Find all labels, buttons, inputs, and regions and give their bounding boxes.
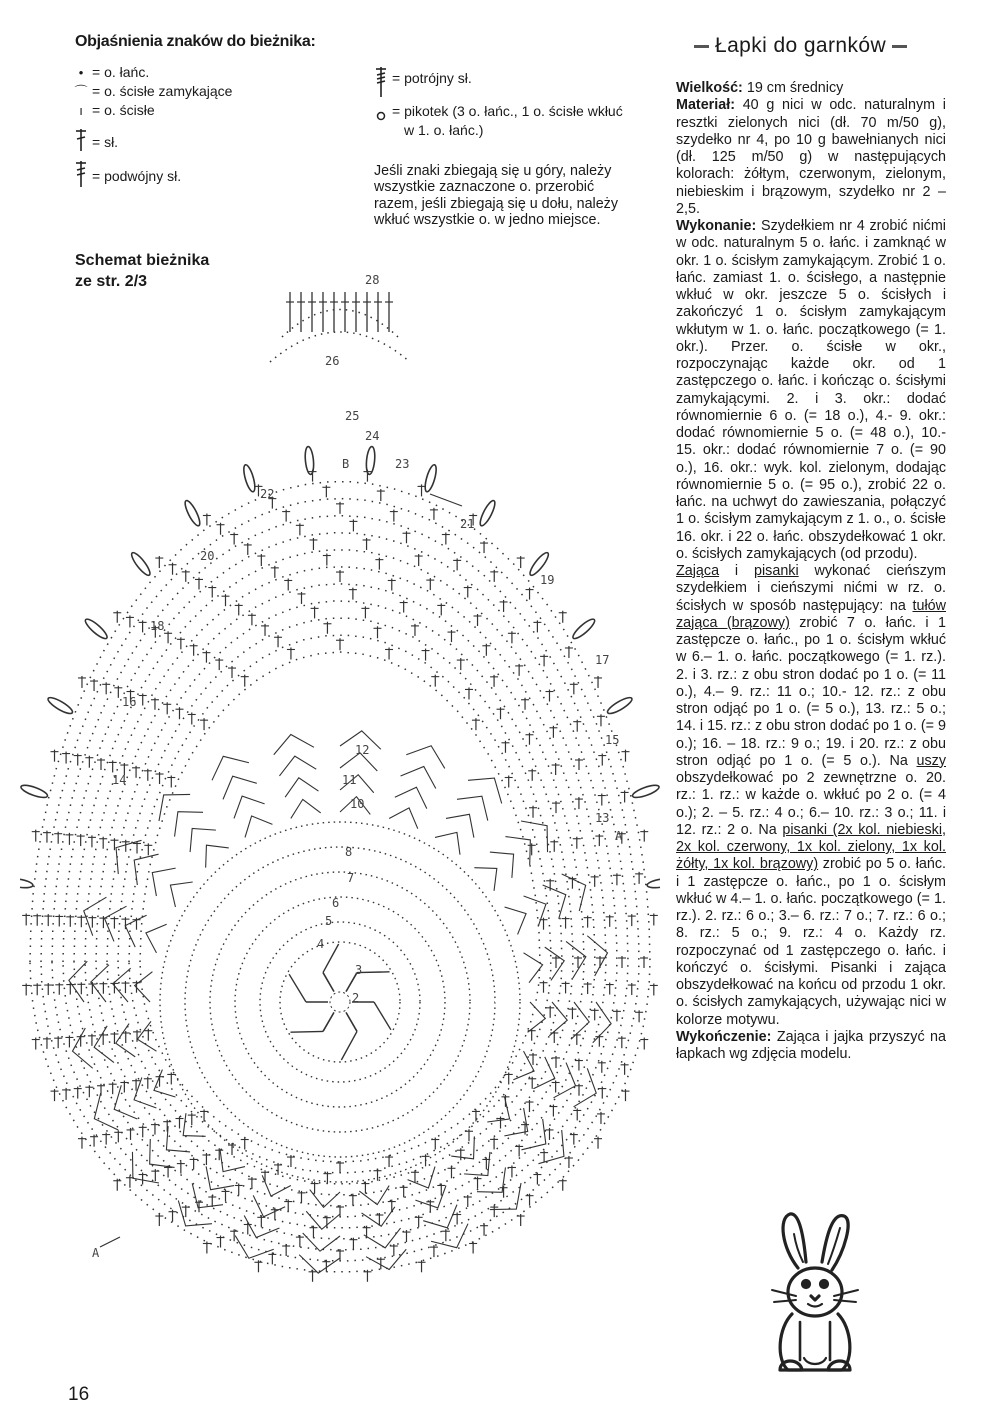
round-label: 22	[260, 487, 275, 501]
round-label: 25	[345, 409, 360, 423]
article-text	[676, 80, 946, 1063]
round-label: 8	[345, 845, 353, 859]
round-label: 24	[365, 429, 380, 443]
legend-list-right	[372, 66, 623, 140]
round-label: 10	[350, 797, 365, 811]
marker-b-label: B	[342, 457, 350, 471]
round-label: 3	[355, 963, 363, 977]
round-label: 13	[595, 811, 610, 825]
legend-title: Objaśnienia znaków do bieżnika:	[75, 33, 316, 50]
round-label: 15	[605, 733, 620, 747]
execution-paragraph: Wykonanie: Szydełkiem nr 4 zrobić nićmi w odc. naturalnym 5 o. łańc. i zamknąć w okr. 1 o. ścisłym zamykającym. Zrobić 1 o. łańc. zamiast 1. o. ścisłego, a następnie wkłuć w okr. jeszcze 5 o. ścisłych i zakończyć 1 o. ścisłym zamykającym wkłutym w 1. o. łańc. początkowego (= 1. okr.). Przer. o. ścisłe w okr., rozpoczynając każde okr. od 1 zastępczego o. łańc. i kończąc o. ścisłymi zamykającymi. 2. i 3. okr.: dodać równomiernie 6 o. (= 18 o.), 4.- 9. okr.: dodać równomiernie 5 o. (= 48 o.), 10.- 15. okr.: dodać równomiernie 7 o. (= 90 o.), 16. okr.: wyk. kol. zielonym, dodając równomiernie 5 o. (= 95 o.), zrobić 22 o. łańc. na uchwyt do zawieszania, połączyć 1 o. ścisłym zamykającym z 1. o., o. ścisłe 16. okr. i 22 o. łańc. obszydełkować 1 okr. o. ścisłych zamykających (od przodu).	[676, 218, 946, 562]
round-label: 2	[352, 991, 360, 1005]
crochet-diagram	[20, 262, 660, 1372]
cross-one-icon	[72, 128, 90, 156]
round-label: 19	[540, 573, 555, 587]
dot-icon: •	[78, 65, 84, 80]
cross-three-icon	[372, 66, 390, 102]
round-label: 5	[325, 914, 333, 928]
legend-item-tr: = podwójny sł.	[72, 159, 232, 193]
arrow-icon	[100, 1237, 120, 1247]
title-dash-right	[892, 45, 907, 48]
round-label: 20	[200, 549, 215, 563]
round-label: 11	[342, 773, 357, 787]
arc-icon: ⌒	[74, 84, 88, 99]
material-paragraph: Materiał: 40 g nici w odc. naturalnym i resztki zielonych nici (dł. 70 m/50 g), szydełko nr 4, po 10 g bawełnianych nici (dł. 125 m/50 g) w następujących kolorach: żółtym, czerwonym, zielonym, niebieskim i brązowym, szydełko nr 2 – 2,5.	[676, 97, 946, 217]
legend-item-single: ı = o. ścisłe	[72, 101, 232, 125]
round-label: 23	[395, 457, 410, 471]
title-dash-left	[694, 45, 709, 48]
round-label: 28	[365, 273, 380, 287]
legend-item-dtr: = potrójny sł.	[372, 66, 623, 100]
round-label: 14	[112, 773, 127, 787]
round-label: 18	[150, 619, 165, 633]
scheme-title: Schemat bieżnika ze str. 2/3	[75, 252, 210, 290]
legend-item-slip: ⌒ = o. ścisłe zamykające	[72, 82, 232, 101]
round-label: 21	[460, 517, 475, 531]
marker-a-label: A	[92, 1246, 100, 1260]
marker-a-label: A	[615, 829, 623, 843]
round-label: 17	[595, 653, 610, 667]
section-title: Łapki do garnków	[688, 34, 913, 58]
cross-two-icon	[72, 160, 90, 192]
size-paragraph: Wielkość: 19 cm średnicy	[676, 80, 844, 96]
legend-list-left	[72, 63, 232, 193]
round-label: 12	[355, 743, 370, 757]
bunny-illustration	[760, 1210, 870, 1380]
hare-paragraph: Zająca i pisanki wykonać cieńszym szydełkiem i cieńszymi nićmi w rz. o. ścisłych w sposób następujący: na tułów zająca (brązowy) zrobić 7 o. łańc. i 1 zastępcze o. łańc., po 1 o. ścisłym wkłuć w 6.– 1. o. łańc. początkowego (= 1. rz.). 2. i 3. rz.: z obu stron dodać po 1 o. (= 11 o.), 4.– 9. rz.: 11 o.; 10.- 12. rz.: z obu stron odjąć po 1 o. (= 5 o.), 13. rz.: 5 o.; 14. i 15. rz.: z obu stron dodać po 1 o. (= 9 o.); 16. – 18. rz.: 9 o.; 19. i 20. rz.: z obu stron odjąć po 1 o. (= 5 o.). Na uszy obszydełkować po 2 zewnętrzne o. 20. rz.: 1. rz.: w każde o. wkłuć po 2 o. (= 4 o.); 2. – 5. rz.: 4 o.; 6.– 10. rz.: 3 o.; 11. i 12. rz.: 2 o. Na pisanki (2x kol. niebieski, 2x kol. czerwony, 1x kol. zielony, 1x kol. żółty, 1x kol. brązowy) zrobić po 5 o. łańc. i 1 zastępcze o. łańc., po 1 o. ścisłym wkłuć w 4.– 1. o. łańc. początkowego (= 1. rz.). 2. rz.: 6 o.; 3.– 6. rz.: 7 o.; 7. rz.: 6 o.; 8. rz.: 5 o.; 9. rz.: 4 o. Każdy rz. rozpoczynać od 1 zastępczego o. łańc. i kończyć o. ścisłymi. Pisanki i zająca obszydełkować na końcu od przodu 1 okr. o. ścisłych zamykających, używając nici w kolorze motywu.	[676, 563, 947, 1028]
finish-paragraph: Wykończenie: Zająca i jajka przyszyć na łapkach wg zdjęcia modelu.	[676, 1028, 946, 1062]
legend-note: Jeśli znaki zbiegają się u góry, należy wszystkie zaznaczone o. przerobić razem, jeśli zbiegają się u dołu, należy wkłuć wszystkie o. w jedno miejsce.	[374, 163, 618, 228]
round-label: 26	[325, 354, 340, 368]
legend-item-dc: = sł.	[72, 125, 232, 159]
round-label: 7	[347, 871, 355, 885]
round-label: 6	[332, 896, 340, 910]
arrow-icon	[430, 494, 462, 506]
legend-item-chain: • = o. łańc.	[72, 63, 232, 82]
legend-item-picot: = pikotek (3 o. łańc., 1 o. ścisłe wkłuć w 1. o. łańc.)	[372, 102, 623, 140]
round-label: 4	[317, 937, 325, 951]
page-number: 16	[68, 1384, 90, 1405]
picot-icon	[372, 107, 390, 126]
bar-icon: ı	[79, 103, 83, 118]
round-label: 16	[122, 695, 137, 709]
